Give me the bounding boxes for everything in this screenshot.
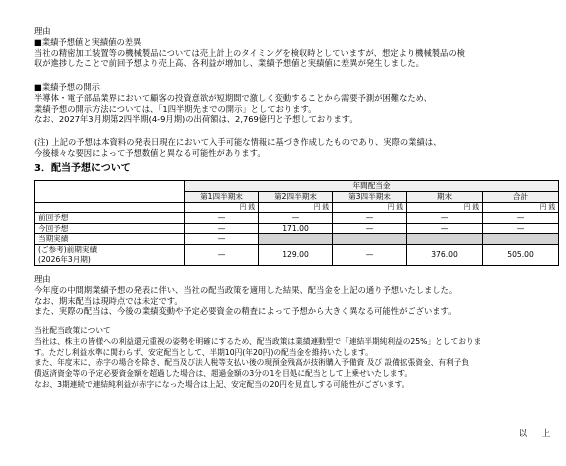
variance-text-line: 当社の精密加工装置等の機械製品については売上計上のタイミングを検収時としていますが、想定より機械製品の検 bbox=[34, 47, 465, 58]
column-header-total: 合計 bbox=[483, 191, 559, 202]
dividend-reason-line: また、実際の配当は、今後の業績変動や予定必要資金の精査によって予想から大きく異なる可能性がございます。 bbox=[34, 306, 457, 317]
table-cell: — bbox=[185, 245, 259, 266]
unit-label: 円 銭 bbox=[185, 202, 259, 212]
shaded-cell bbox=[483, 234, 559, 245]
variance-subheading: ■業績予想値と実績値の差異 bbox=[34, 36, 142, 47]
table-cell: — bbox=[333, 223, 407, 234]
row-label: 今回予想 bbox=[35, 223, 185, 234]
column-header-q1: 第1四半期末 bbox=[185, 191, 259, 202]
table-row-current-forecast bbox=[35, 223, 559, 234]
table-cell: — bbox=[483, 223, 559, 234]
table-row-current-results bbox=[35, 234, 559, 245]
row-label-line: (ご参考)前期実績 bbox=[38, 245, 98, 255]
policy-line: 当社は、株主の皆様への利益還元重視の姿勢を明確にするため、配当政策は業績連動型で「連結半期純利益の25%」としておりま bbox=[34, 336, 482, 346]
disclosure-text-line: 業績予想の開示方法については、「1四半期先までの開示」としております。 bbox=[34, 103, 317, 114]
unit-label: 円 銭 bbox=[333, 202, 407, 212]
policy-line: す。ただし利益水準に関わらず、安定配当として、半期10円(年20円)の配当金を維持いたします。 bbox=[34, 347, 373, 357]
policy-line: また、年度末に、赤字の場合を除き、配当及び法人税等支払い後の現預金残高が技術購入予備資 及び 設備拡張資金、有利子負 bbox=[34, 358, 470, 368]
row-label-line: (2026年3月期) bbox=[38, 255, 91, 265]
table-cell: — bbox=[259, 212, 333, 223]
note-text-line: 今後様々な要因によって予想数値と異なる可能性があります。 bbox=[34, 147, 266, 158]
column-header-q3: 第3四半期末 bbox=[333, 191, 407, 202]
disclosure-text-line: なお、2027年3月期第2四半期(4-9月期)の出荷額は、2,769億円と予想しております。 bbox=[34, 114, 358, 125]
shaded-cell bbox=[333, 234, 407, 245]
table-cell: — bbox=[333, 245, 407, 266]
shaded-cell bbox=[259, 234, 333, 245]
row-label: 当期実績 bbox=[35, 234, 185, 245]
table-cell: — bbox=[483, 212, 559, 223]
table-cell: — bbox=[185, 223, 259, 234]
unit-row-blank bbox=[35, 202, 185, 212]
shaded-cell bbox=[407, 234, 483, 245]
closing-mark: 以 上 bbox=[518, 428, 556, 438]
column-header-year-end: 期末 bbox=[407, 191, 483, 202]
row-label: 前回予想 bbox=[35, 212, 185, 223]
table-cell: — bbox=[407, 212, 483, 223]
table-header-row bbox=[35, 181, 559, 192]
unit-label: 円 銭 bbox=[407, 202, 483, 212]
forecast-disclosure-section bbox=[34, 82, 558, 125]
section-title: 3．配当予想について bbox=[34, 163, 131, 174]
table-row-prior-year-results bbox=[35, 245, 559, 266]
variance-reason-heading: 理由 bbox=[34, 26, 51, 36]
dividend-reason-line: なお、期末配当は現時点では未定です。 bbox=[34, 295, 183, 306]
unit-row bbox=[35, 202, 559, 212]
variance-text-line: 収が進捗したことで前回予想より売上高、各利益が増加し、業績予想値と実績値に差異が発生しました。 bbox=[34, 58, 424, 69]
annual-dividend-header: 年間配当金 bbox=[185, 181, 559, 192]
note-text-line: (注) 上記の予想は本資料の発表日現在において入手可能な情報に基づき作成したものであり、実際の業績は、 bbox=[34, 137, 442, 147]
disclosure-text-line: 半導体・電子部品業界において顧客の投資意欲が短期間で激しく変動することから需要予測が困難なため、 bbox=[34, 92, 432, 103]
table-cell: 376.00 bbox=[407, 245, 483, 266]
table-cell: 129.00 bbox=[259, 245, 333, 266]
row-label bbox=[35, 245, 185, 266]
table-cell: — bbox=[185, 212, 259, 223]
disclosure-subheading: ■業績予想の開示 bbox=[34, 82, 100, 92]
table-cell: — bbox=[333, 212, 407, 223]
unit-label: 円 銭 bbox=[259, 202, 333, 212]
policy-line: なお、3期連続で連結純利益が赤字になった場合は上記、安定配当の20円を見直しする可能性がございます。 bbox=[34, 379, 410, 389]
table-cell: — bbox=[185, 234, 259, 245]
table-cell: 171.00 bbox=[259, 223, 333, 234]
dividend-policy-section bbox=[34, 326, 558, 391]
dividend-reason-line: 今年度の中間期業績予想の発表に伴い、当社の配当政策を適用した結果、配当金を上記の通り予想いたしました。 bbox=[34, 284, 458, 295]
policy-line: 債返済資金等の予定必要資金額を超過した場合は、超過金額の3分の1を目処に配当として上乗せいたします。 bbox=[34, 369, 413, 379]
header-blank-cell bbox=[35, 181, 185, 203]
dividend-forecast-table bbox=[34, 180, 559, 266]
table-row-previous-forecast bbox=[35, 212, 559, 223]
table-cell: — bbox=[407, 223, 483, 234]
column-header-q2: 第2四半期末 bbox=[259, 191, 333, 202]
unit-label: 円 銭 bbox=[483, 202, 559, 212]
policy-heading: 当社配当政策について bbox=[34, 326, 111, 335]
table-cell: 505.00 bbox=[483, 245, 559, 266]
variance-reason-section bbox=[34, 26, 558, 69]
dividend-reason-heading: 理由 bbox=[34, 274, 51, 284]
forecast-note bbox=[34, 137, 558, 159]
dividend-reason-section bbox=[34, 274, 558, 317]
